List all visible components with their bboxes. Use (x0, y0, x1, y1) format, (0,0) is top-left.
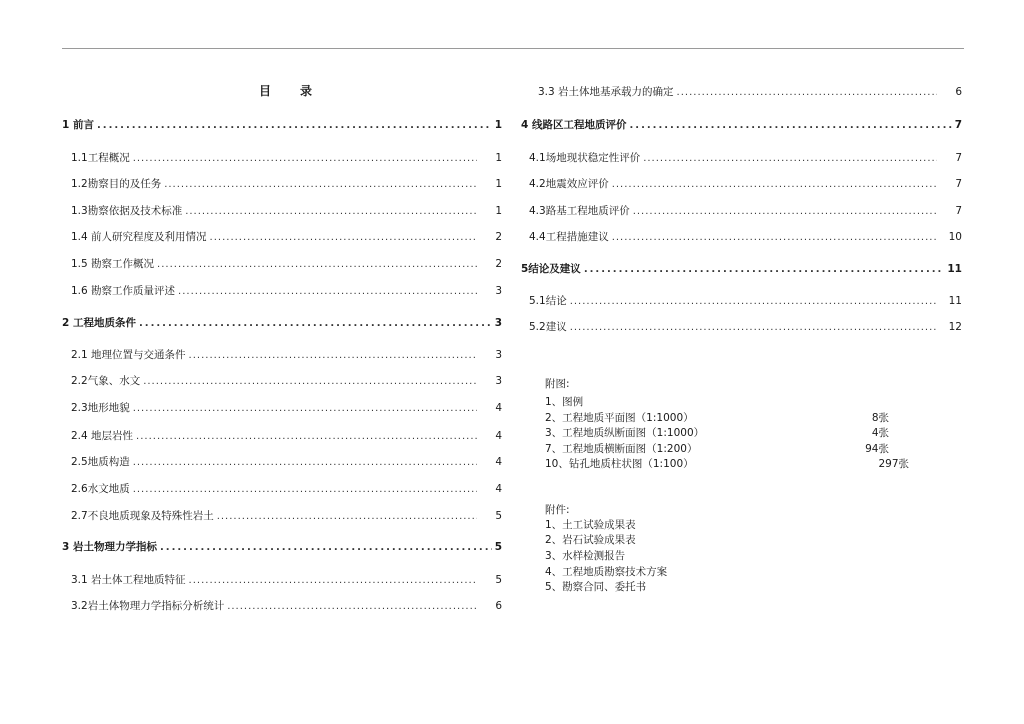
attachment-item: 4、工程地质勘察技术方案 (545, 566, 668, 578)
toc-entry[interactable] (529, 203, 962, 217)
toc-entry[interactable] (529, 229, 962, 243)
toc-entry[interactable] (71, 256, 502, 270)
attachment-item: 1、土工试验成果表 (545, 519, 636, 531)
toc-entry-label: 2.1 地理位置与交通条件 (71, 349, 186, 361)
leader-dots (133, 153, 477, 164)
figure-item (545, 394, 583, 408)
toc-entry[interactable] (71, 229, 502, 243)
toc-entry-page: 11 (947, 263, 962, 275)
figure-item (545, 425, 889, 439)
toc-entry-label: 2.5地质构造 (71, 456, 130, 468)
leader-dots (164, 179, 477, 190)
toc-entry-page: 7 (954, 119, 962, 131)
toc-entry-label: 3.2岩土体物理力学指标分析统计 (71, 600, 225, 612)
leader-dots (133, 484, 477, 495)
toc-entry-page: 1 (495, 178, 502, 190)
toc-entry-page: 1 (494, 119, 502, 131)
toc-entry[interactable] (529, 176, 962, 190)
leader-dots (185, 206, 477, 217)
toc-entry[interactable] (71, 373, 502, 387)
leader-dots (570, 322, 937, 333)
toc-entry-page: 7 (955, 205, 962, 217)
figure-item-label: 10、钻孔地质柱状图（1:100） (545, 458, 694, 470)
toc-entry-label: 4.4工程措施建议 (529, 231, 609, 243)
toc-entry-label: 5.2建议 (529, 321, 567, 333)
toc-entry-label: 1.4 前人研究程度及利用情况 (71, 231, 207, 243)
attachment-item: 5、勘察合同、委托书 (545, 581, 647, 593)
toc-entry-page: 2 (495, 231, 502, 243)
toc-entry-label: 3 岩土物理力学指标 (62, 541, 157, 553)
toc-entry[interactable] (529, 319, 962, 333)
figure-item-count: 8张 (871, 412, 889, 424)
toc-entry-page: 7 (955, 178, 962, 190)
toc-entry[interactable] (62, 117, 502, 131)
toc-entry-page: 2 (495, 258, 502, 270)
toc-entry-label: 2.2气象、水文 (71, 375, 141, 387)
leader-dots (612, 232, 937, 243)
toc-entry-page: 1 (495, 205, 502, 217)
leader-dots (157, 259, 477, 270)
figure-item (545, 410, 889, 424)
toc-entry[interactable] (71, 508, 502, 522)
toc-entry[interactable] (71, 176, 502, 190)
figure-item-label: 7、工程地质横断面图（1:200） (545, 443, 698, 455)
toc-entry[interactable] (71, 347, 502, 361)
toc-entry[interactable] (71, 428, 502, 442)
leader-dots (217, 511, 477, 522)
figure-item-label: 2、工程地质平面图（1:1000） (545, 412, 694, 424)
leader-dots (160, 542, 492, 553)
toc-entry[interactable] (71, 481, 502, 495)
toc-entry-page: 10 (948, 231, 962, 243)
leader-dots (136, 431, 477, 442)
figures-heading: 附图: (545, 378, 570, 390)
figure-item (545, 441, 889, 455)
toc-entry-page: 11 (948, 295, 962, 307)
toc-entry-label: 5.1结论 (529, 295, 567, 307)
toc-entry[interactable] (521, 117, 962, 131)
toc-entry-page: 4 (495, 483, 502, 495)
toc-entry-page: 5 (495, 574, 502, 586)
toc-entry-label: 3.3 岩土体地基承载力的确定 (538, 86, 674, 98)
toc-entry[interactable] (538, 84, 962, 98)
leader-dots (143, 376, 477, 387)
toc-entry-label: 1.6 勘察工作质量评述 (71, 285, 176, 297)
toc-entry-label: 2.4 地层岩性 (71, 430, 134, 442)
leader-dots (189, 350, 477, 361)
leader-dots (178, 286, 477, 297)
toc-entry[interactable] (71, 454, 502, 468)
toc-entry-label: 4.2地震效应评价 (529, 178, 609, 190)
leader-dots (643, 153, 937, 164)
figure-item (545, 456, 909, 470)
toc-entry-label: 1.2勘察目的及任务 (71, 178, 162, 190)
toc-entry[interactable] (529, 150, 962, 164)
toc-entry-label: 4.3路基工程地质评价 (529, 205, 630, 217)
leader-dots (570, 296, 937, 307)
toc-entry-label: 2 工程地质条件 (62, 317, 136, 329)
figure-item-count: 297张 (878, 458, 909, 470)
leader-dots (189, 575, 477, 586)
toc-entry-page: 4 (495, 456, 502, 468)
toc-entry-page: 7 (955, 152, 962, 164)
toc-entry-label: 2.6水文地质 (71, 483, 130, 495)
leader-dots (612, 179, 937, 190)
toc-entry-page: 5 (495, 510, 502, 522)
attachments-heading: 附件: (545, 504, 570, 516)
figure-item-label: 3、工程地质纵断面图（1:1000） (545, 427, 705, 439)
leader-dots (629, 120, 951, 131)
leader-dots (227, 601, 477, 612)
toc-entry-label: 1.1工程概况 (71, 152, 130, 164)
toc-entry-label: 2.3地形地貌 (71, 402, 130, 414)
toc-entry-page: 3 (495, 375, 502, 387)
toc-entry-page: 3 (495, 349, 502, 361)
toc-title-part2: 录 (300, 84, 314, 98)
toc-entry[interactable] (71, 400, 502, 414)
figure-item-count: 4张 (871, 427, 889, 439)
toc-title-part1: 目 (259, 84, 273, 98)
figure-item-count: 94张 (865, 443, 889, 455)
toc-title (259, 82, 313, 99)
attachment-item: 3、水样检测报告 (545, 550, 626, 562)
toc-entry[interactable] (521, 261, 962, 275)
leader-dots (133, 457, 477, 468)
toc-entry-label: 4 线路区工程地质评价 (521, 119, 627, 131)
toc-entry-page: 1 (495, 152, 502, 164)
toc-entry-label: 5结论及建议 (521, 263, 581, 275)
toc-entry-page: 6 (955, 86, 962, 98)
toc-entry-page: 5 (494, 541, 502, 553)
leader-dots (139, 318, 492, 329)
toc-entry[interactable] (71, 598, 502, 612)
toc-entry[interactable] (71, 203, 502, 217)
figure-item-label: 1、图例 (545, 396, 584, 408)
toc-entry-page: 4 (495, 430, 502, 442)
leader-dots (633, 206, 937, 217)
toc-entry-label: 1.3勘察依据及技术标准 (71, 205, 183, 217)
leader-dots (210, 232, 477, 243)
leader-dots (133, 403, 477, 414)
toc-entry-label: 1.5 勘察工作概况 (71, 258, 155, 270)
toc-entry-page: 12 (948, 321, 962, 333)
leader-dots (584, 264, 945, 275)
toc-entry-label: 2.7不良地质现象及特殊性岩土 (71, 510, 214, 522)
toc-entry[interactable] (71, 150, 502, 164)
toc-entry-page: 3 (495, 285, 502, 297)
toc-entry-page: 6 (495, 600, 502, 612)
toc-entry-label: 3.1 岩土体工程地质特征 (71, 574, 186, 586)
toc-entry-page: 3 (494, 317, 502, 329)
toc-entry[interactable] (71, 283, 502, 297)
header-rule (62, 48, 964, 49)
toc-entry-label: 1 前言 (62, 119, 94, 131)
toc-entry-label: 4.1场地现状稳定性评价 (529, 152, 641, 164)
attachment-item: 2、岩石试验成果表 (545, 534, 636, 546)
leader-dots (97, 120, 492, 131)
toc-entry[interactable] (529, 293, 962, 307)
toc-entry[interactable] (62, 539, 502, 553)
toc-entry-page: 4 (495, 402, 502, 414)
leader-dots (677, 87, 937, 98)
toc-entry[interactable] (62, 315, 502, 329)
toc-entry[interactable] (71, 572, 502, 586)
